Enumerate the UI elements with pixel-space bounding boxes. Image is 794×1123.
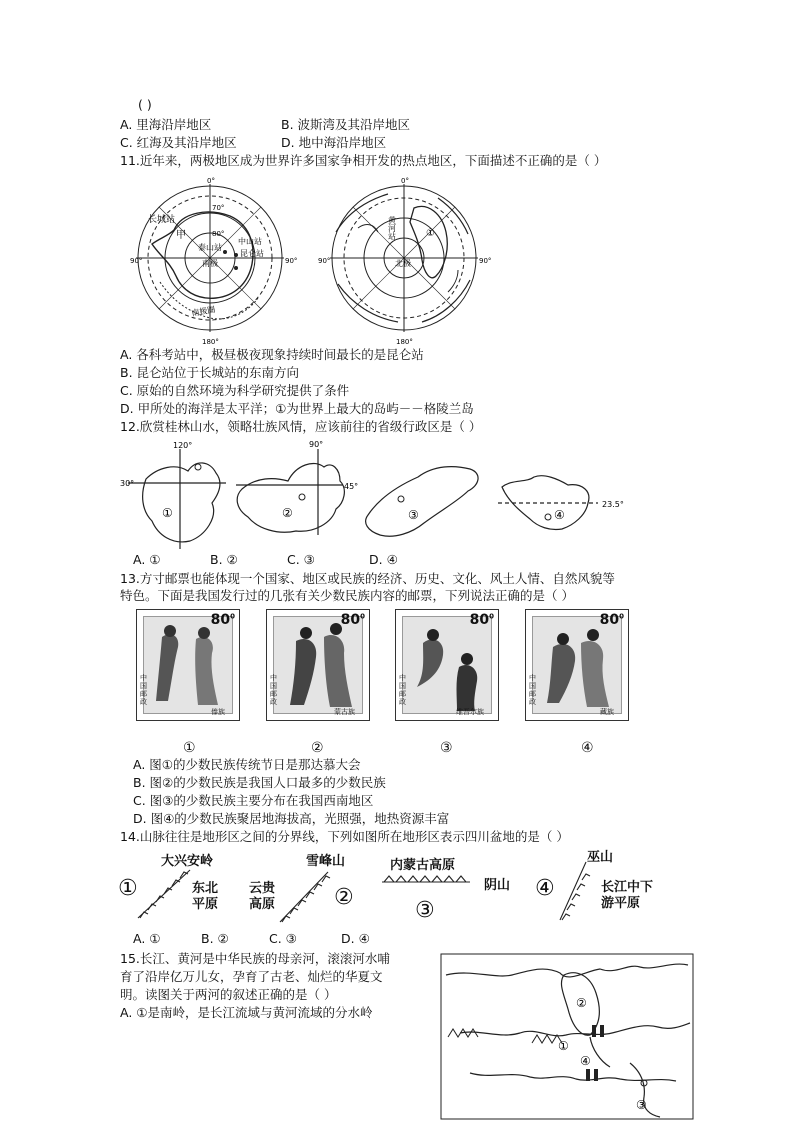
arctic-marker-1: ① <box>426 228 435 239</box>
q11-option-a[interactable]: A. 各科考站中，极昼极夜现象持续时间最长的是昆仑站 <box>120 347 424 362</box>
q10-option-a[interactable]: A. 里海沿岸地区 <box>120 117 212 132</box>
stamp-3: $80^0$ 中国邮政 维吾尔族 <box>395 609 499 721</box>
stamp-4-ethnic: 藏族 <box>600 708 614 716</box>
stamp-2-figure <box>274 617 366 717</box>
river-map-n3: ③ <box>636 1098 647 1112</box>
river-map-n4: ④ <box>580 1054 591 1068</box>
q13-option-a[interactable]: A. 图①的少数民族传统节日是那达慕大会 <box>133 757 361 772</box>
stamp-1-ethnic: 傣族 <box>211 708 225 716</box>
arc-deg-right: 90° <box>479 257 492 265</box>
mountain-daxinganling: 大兴安岭 <box>161 854 214 869</box>
q14-option-d[interactable]: D. ④ <box>341 931 370 946</box>
q12-stem: 12.欣赏桂林山水，领略壮族风情，应该前往的省级行政区是（ ） <box>120 419 482 434</box>
antarctic-map <box>130 172 300 347</box>
stamp-2-post: 中国邮政 <box>270 674 277 706</box>
province-4-label: ④ <box>554 508 565 522</box>
yungui-plateau-label-b: 高原 <box>249 897 276 912</box>
stamp-4-denom: 80 <box>599 612 620 628</box>
q15-stem-line1: 15.长江、黄河是中华民族的母亲河，滚滚河水哺 <box>120 951 390 966</box>
lbl-90: 90° <box>309 440 324 449</box>
mountain-xuefeng: 雪峰山 <box>306 854 346 869</box>
yangtze-plain-label-b: 游平原 <box>601 896 641 911</box>
q10-option-d[interactable]: D. 地中海沿岸地区 <box>281 135 387 150</box>
q14-option-b[interactable]: B. ② <box>201 931 229 946</box>
antarctic-circle-label: 南极圈 <box>190 304 216 318</box>
stamp-3-denom: 80 <box>469 612 490 628</box>
q14-option-c[interactable]: C. ③ <box>269 931 297 946</box>
q13-stem-line1: 13.方寸邮票也能体现一个国家、地区或民族的经济、历史、文化、风土人情、自然风貌等 <box>120 571 615 586</box>
river-map-n2: ② <box>576 996 587 1010</box>
yellow-river-station: 黄河站 <box>387 216 397 240</box>
lbl-120: 120° <box>173 441 193 450</box>
ant-deg-right: 90° <box>285 257 298 265</box>
q11-option-d[interactable]: D. 甲所处的海洋是太平洋；①为世界上最大的岛屿－－格陵兰岛 <box>120 401 474 416</box>
arc-deg-left: 90° <box>318 257 331 265</box>
river-map-n1: ① <box>558 1039 569 1053</box>
taishan-station: 泰山站 <box>198 243 222 252</box>
ant-deg-top: 0° <box>207 177 215 185</box>
q15-stem-line2: 育了沿岸亿万儿女，孕育了古老、灿烂的华夏文 <box>120 969 383 984</box>
q13-option-d[interactable]: D. 图④的少数民族聚居地海拔高，光照强，地热资源丰富 <box>133 811 450 826</box>
q13-stem-line2: 特色。下面是我国发行过的几张有关少数民族内容的邮票，下列说法正确的是（ ） <box>120 588 574 603</box>
q11-option-b[interactable]: B. 昆仑站位于长城站的东南方向 <box>120 365 300 380</box>
q13-option-c[interactable]: C. 图③的少数民族主要分布在我国西南地区 <box>133 793 374 808</box>
stamp-3-figure <box>403 617 495 717</box>
lbl-30: 30° <box>120 479 135 488</box>
q10-option-c[interactable]: C. 红海及其沿岸地区 <box>120 135 237 150</box>
kunlun-station: 昆仑站 <box>240 249 264 258</box>
q10-answer-paren: ( ) <box>138 97 152 112</box>
stamp-3-number: ③ <box>440 740 453 756</box>
province-outlines <box>118 437 678 552</box>
mountain-1-number: ① <box>118 876 138 901</box>
stamp-4: $80^0$ 中国邮政 藏族 <box>525 609 629 721</box>
yungui-plateau-label-a: 云贵 <box>249 881 276 896</box>
q12-option-a[interactable]: A. ① <box>133 552 161 567</box>
ant-deg-left: 90° <box>130 257 143 265</box>
stamp-1: $80^0$ 中国邮政 傣族 <box>136 609 240 721</box>
stamp-1-figure <box>144 617 236 717</box>
stamp-4-number: ④ <box>581 740 594 756</box>
stamp-1-denom: 80 <box>210 612 231 628</box>
stamp-2-denom: 80 <box>340 612 361 628</box>
jia-label: 甲 <box>176 230 186 241</box>
stamp-3-ethnic: 维吾尔族 <box>456 708 484 716</box>
stamp-2-number: ② <box>311 740 324 756</box>
river-map <box>440 953 694 1120</box>
northeast-plain-label-b: 平原 <box>192 897 219 912</box>
north-pole-label: 北极 <box>395 259 411 268</box>
province-2-label: ② <box>282 506 293 520</box>
yangtze-plain-label-a: 长江中下 <box>601 880 654 895</box>
great-wall-station: 长城站 <box>148 215 176 225</box>
arctic-map <box>318 172 490 347</box>
south-pole-label: 南极 <box>202 259 218 268</box>
arc-deg-bottom: 180° <box>396 338 413 346</box>
stamp-4-figure <box>533 617 625 717</box>
mountain-yinshan: 阴山 <box>484 878 511 893</box>
q11-stem: 11.近年来，两极地区成为世界许多国家争相开发的热点地区，下面描述不正确的是（ ） <box>120 153 607 168</box>
lbl-23-5: 23.5° <box>602 500 624 509</box>
mountain-4-number: ④ <box>535 876 555 901</box>
province-3-label: ③ <box>408 508 419 522</box>
q12-option-b[interactable]: B. ② <box>210 552 238 567</box>
q13-option-b[interactable]: B. 图②的少数民族是我国人口最多的少数民族 <box>133 775 386 790</box>
mountain-wushan: 巫山 <box>587 850 614 865</box>
lbl-45: 45° <box>344 482 359 491</box>
q12-option-d[interactable]: D. ④ <box>369 552 398 567</box>
stamp-3-post: 中国邮政 <box>399 674 406 706</box>
q12-option-c[interactable]: C. ③ <box>287 552 315 567</box>
q15-stem-line3: 明。读图关于两河的叙述正确的是（ ） <box>120 987 337 1002</box>
arc-deg-top: 0° <box>401 177 409 185</box>
stamp-1-number: ① <box>183 740 196 756</box>
q10-option-b[interactable]: B. 波斯湾及其沿岸地区 <box>281 117 411 132</box>
ant-lat-80: 80° <box>212 230 225 238</box>
q14-stem: 14.山脉往往是地形区之间的分界线，下列如图所在地形区表示四川盆地的是（ ） <box>120 829 569 844</box>
stamp-1-post: 中国邮政 <box>140 674 147 706</box>
northeast-plain-label-a: 东北 <box>192 881 219 896</box>
inner-mongolia-plateau-label: 内蒙古高原 <box>390 858 456 873</box>
mountain-2-number: ② <box>334 885 354 910</box>
mountain-3-number: ③ <box>415 898 435 923</box>
stamp-2: $80^0$ 中国邮政 蒙古族 <box>266 609 370 721</box>
province-1-label: ① <box>162 506 173 520</box>
zhongshan-station: 中山站 <box>238 237 262 246</box>
q11-option-c[interactable]: C. 原始的自然环境为科学研究提供了条件 <box>120 383 350 398</box>
stamp-2-ethnic: 蒙古族 <box>334 708 355 716</box>
stamp-4-post: 中国邮政 <box>529 674 536 706</box>
q14-option-a[interactable]: A. ① <box>133 931 161 946</box>
ant-deg-bottom: 180° <box>202 338 219 346</box>
q15-option-a[interactable]: A. ①是南岭，是长江流域与黄河流域的分水岭 <box>120 1005 373 1020</box>
ant-lat-70: 70° <box>212 204 225 212</box>
